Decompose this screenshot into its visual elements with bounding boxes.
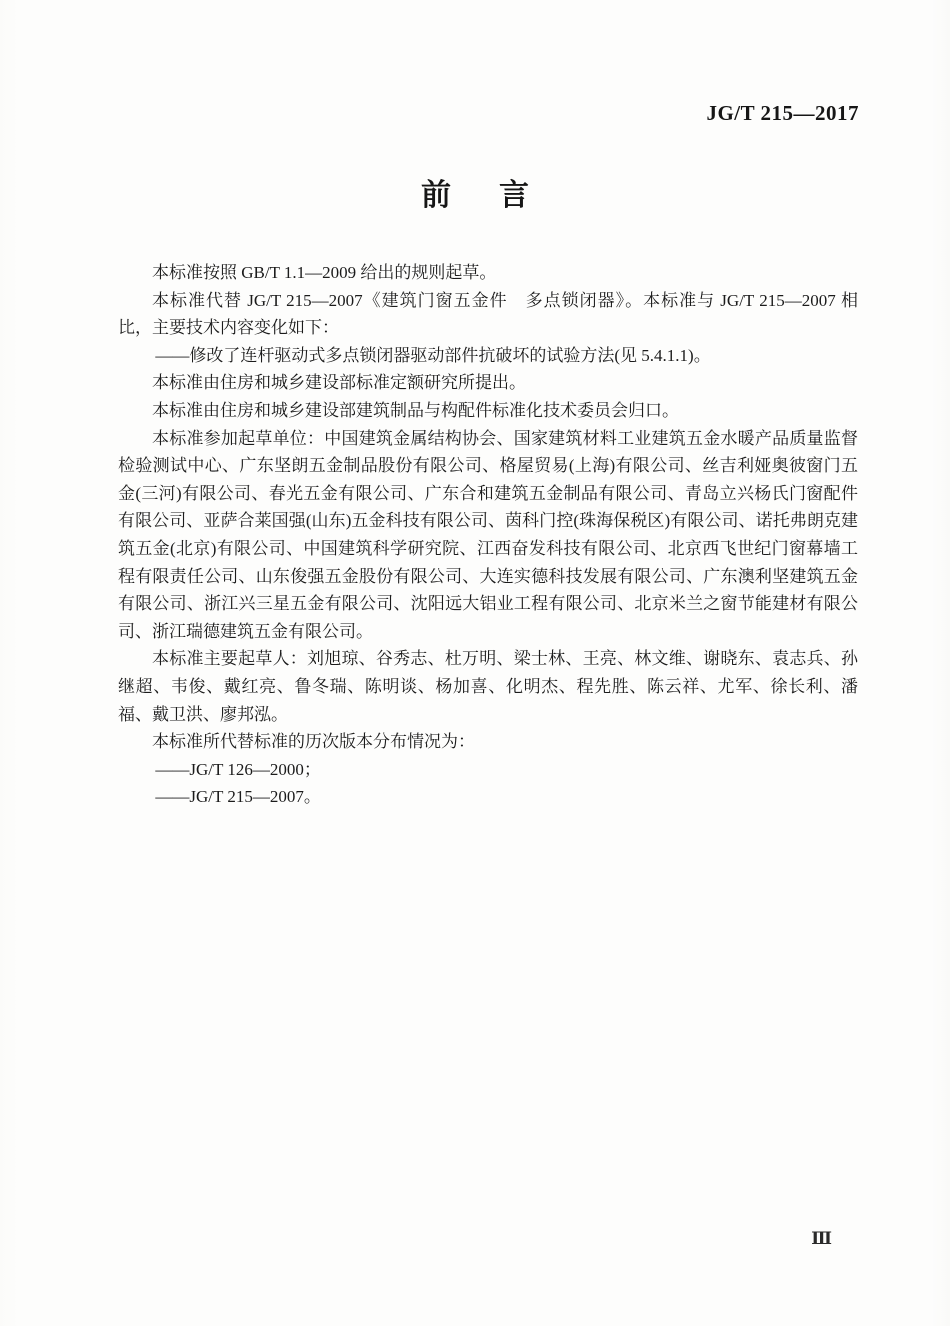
foreword-paragraph: 本标准代替 JG/T 215—2007《建筑门窗五金件 多点锁闭器》。本标准与 JG/T 215—2007 相比，主要技术内容变化如下： <box>118 290 858 338</box>
foreword-paragraph: 本标准主要起草人：刘旭琼、谷秀志、杜万明、梁士林、王亮、林文维、谢晓东、袁志兵、孙继超、韦俊、戴红亮、鲁冬瑞、陈明谈、杨加喜、化明杰、程先胜、陈云祥、尤军、徐长利、潘福、戴卫洪、廖邦泓。 <box>118 649 858 724</box>
page-title: 前言 <box>421 178 577 213</box>
foreword-paragraph: 本标准所代替标准的历次版本分布情况为： <box>152 732 475 752</box>
standard-code-header: JG/T 215—2017 <box>706 101 859 125</box>
page-number: Ⅲ <box>811 1229 832 1248</box>
foreword-paragraph: 本标准按照 GB/T 1.1—2009 给出的规则起草。 <box>152 263 497 282</box>
foreword-paragraph: 本标准由住房和城乡建设部建筑制品与构配件标准化技术委员会归口。 <box>152 400 679 420</box>
foreword-paragraph: 本标准参加起草单位：中国建筑金属结构协会、国家建筑材料工业建筑五金水暖产品质量监督检验测试中心、广东坚朗五金制品股份有限公司、格屋贸易(上海)有限公司、丝吉利娅奥彼窗门五金(三河)有限公司、春光五金有限公司、广东合和建筑五金制品有限公司、青岛立兴杨氏门窗配件有限公司、亚萨合莱国强(山东)五金科技有限公司、茵科门控(珠海保税区)有限公司、诺托弗朗克建筑五金(北京)有限公司、中国建筑科学研究院、江西奋发科技有限公司、北京西飞世纪门窗幕墙工程有限责任公司、山东俊强五金股份有限公司、大连实德科技发展有限公司、广东澳利坚建筑五金有限公司、浙江兴三星五金有限公司、沈阳远大铝业工程有限公司、北京米兰之窗节能建材有限公司、浙江瑞德建筑五金有限公司。 <box>118 428 858 641</box>
foreword-paragraph: ——JG/T 126—2000； <box>155 759 321 779</box>
foreword-paragraph: 本标准由住房和城乡建设部标准定额研究所提出。 <box>152 373 526 393</box>
foreword-paragraph: ——JG/T 215—2007。 <box>155 787 321 807</box>
foreword-content <box>118 259 858 811</box>
foreword-paragraph: ——修改了连杆驱动式多点锁闭器驱动部件抗破坏的试验方法(见 5.4.1.1)。 <box>155 345 711 365</box>
